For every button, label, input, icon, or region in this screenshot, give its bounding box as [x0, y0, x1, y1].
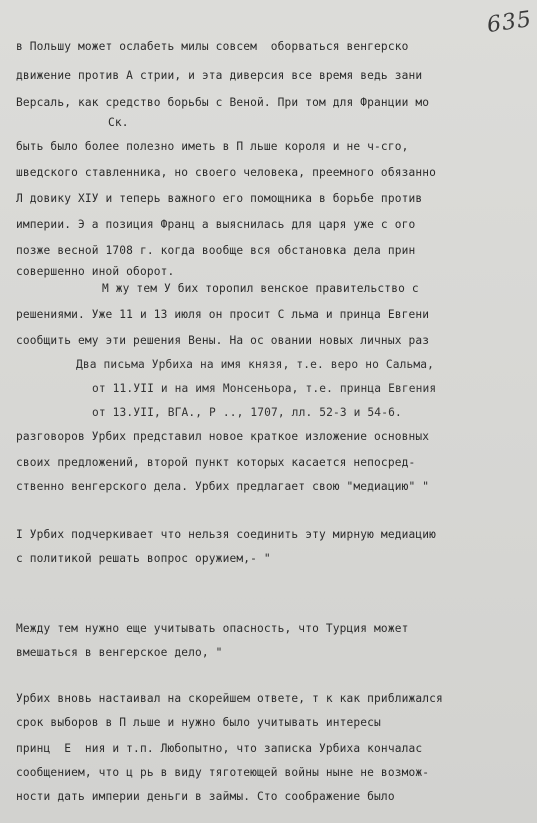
- text-line: принц Е ния и т.п. Любопытно, что записка Урбиха кончалас: [16, 742, 423, 755]
- text-line: Урбих вновь настаивал на скорейшем ответе, т к как приближался: [16, 692, 443, 705]
- text-line: позже весной 1708 г. когда вообще вся обстановка дела прин: [16, 244, 416, 257]
- text-line: Версаль, как средство борьбы с Веной. При том для Франции мо: [16, 96, 430, 109]
- text-line: Ск.: [108, 116, 129, 129]
- text-line: Л довику XIУ и теперь важного его помощника в борьбе против: [16, 192, 423, 205]
- text-line: вмешаться в венгерское дело, ": [16, 646, 223, 659]
- text-line: ственно венгерского дела. Урбих предлагает свою "медиацию" ": [16, 480, 430, 493]
- text-line: ности дать империи деньги в займы. Сто соображение было: [16, 790, 395, 803]
- text-line: шведского ставленника, но своего человека, преемного обязанно: [16, 166, 437, 179]
- text-line: М жу тем У бих торопил венское правительство с: [102, 282, 419, 295]
- text-line: сообщением, что ц рь в виду тяготеющей войны ныне не возмож-: [16, 766, 430, 779]
- text-line: империи. Э а позиция Франц а выяснилась для царя уже с ого: [16, 218, 416, 231]
- text-line: I Урбих подчеркивает что нельзя соединить эту мирную медиацию: [16, 528, 437, 541]
- folio-number: 635: [485, 6, 534, 39]
- text-line: решениями. Уже 11 и 13 июля он просит С льма и принца Евгени: [16, 308, 430, 321]
- text-line: Между тем нужно еще учитывать опасность, что Турция может: [16, 622, 409, 635]
- text-line: сообщить ему эти решения Вены. На ос овании новых личных раз: [16, 334, 430, 347]
- text-line: быть было более полезно иметь в П льше короля и не ч-сго,: [16, 140, 409, 153]
- footnote-line: Два письма Урбиха на имя князя, т.е. веро но Сальма,: [76, 358, 435, 371]
- footnote-line: от 13.УII, ВГА., Р .., 1707, лл. 52-3 и 54-6.: [92, 406, 402, 419]
- text-line: с политикой решать вопрос оружием,- ": [16, 552, 271, 565]
- text-line: движение против А стрии, и эта диверсия все время ведь зани: [16, 69, 423, 82]
- text-line: совершенно иной оборот.: [16, 265, 175, 278]
- text-line: своих предложений, второй пункт которых касается непосред-: [16, 456, 416, 469]
- text-line: в Польшу может ослабеть милы совсем оборваться венгерско: [16, 40, 409, 53]
- text-line: разговоров Урбих представил новое краткое изложение основных: [16, 430, 430, 443]
- footnote-line: от 11.УII и на имя Монсеньора, т.е. принца Евгения: [92, 382, 437, 395]
- text-line: срок выборов в П льше и нужно было учитывать интересы: [16, 716, 381, 729]
